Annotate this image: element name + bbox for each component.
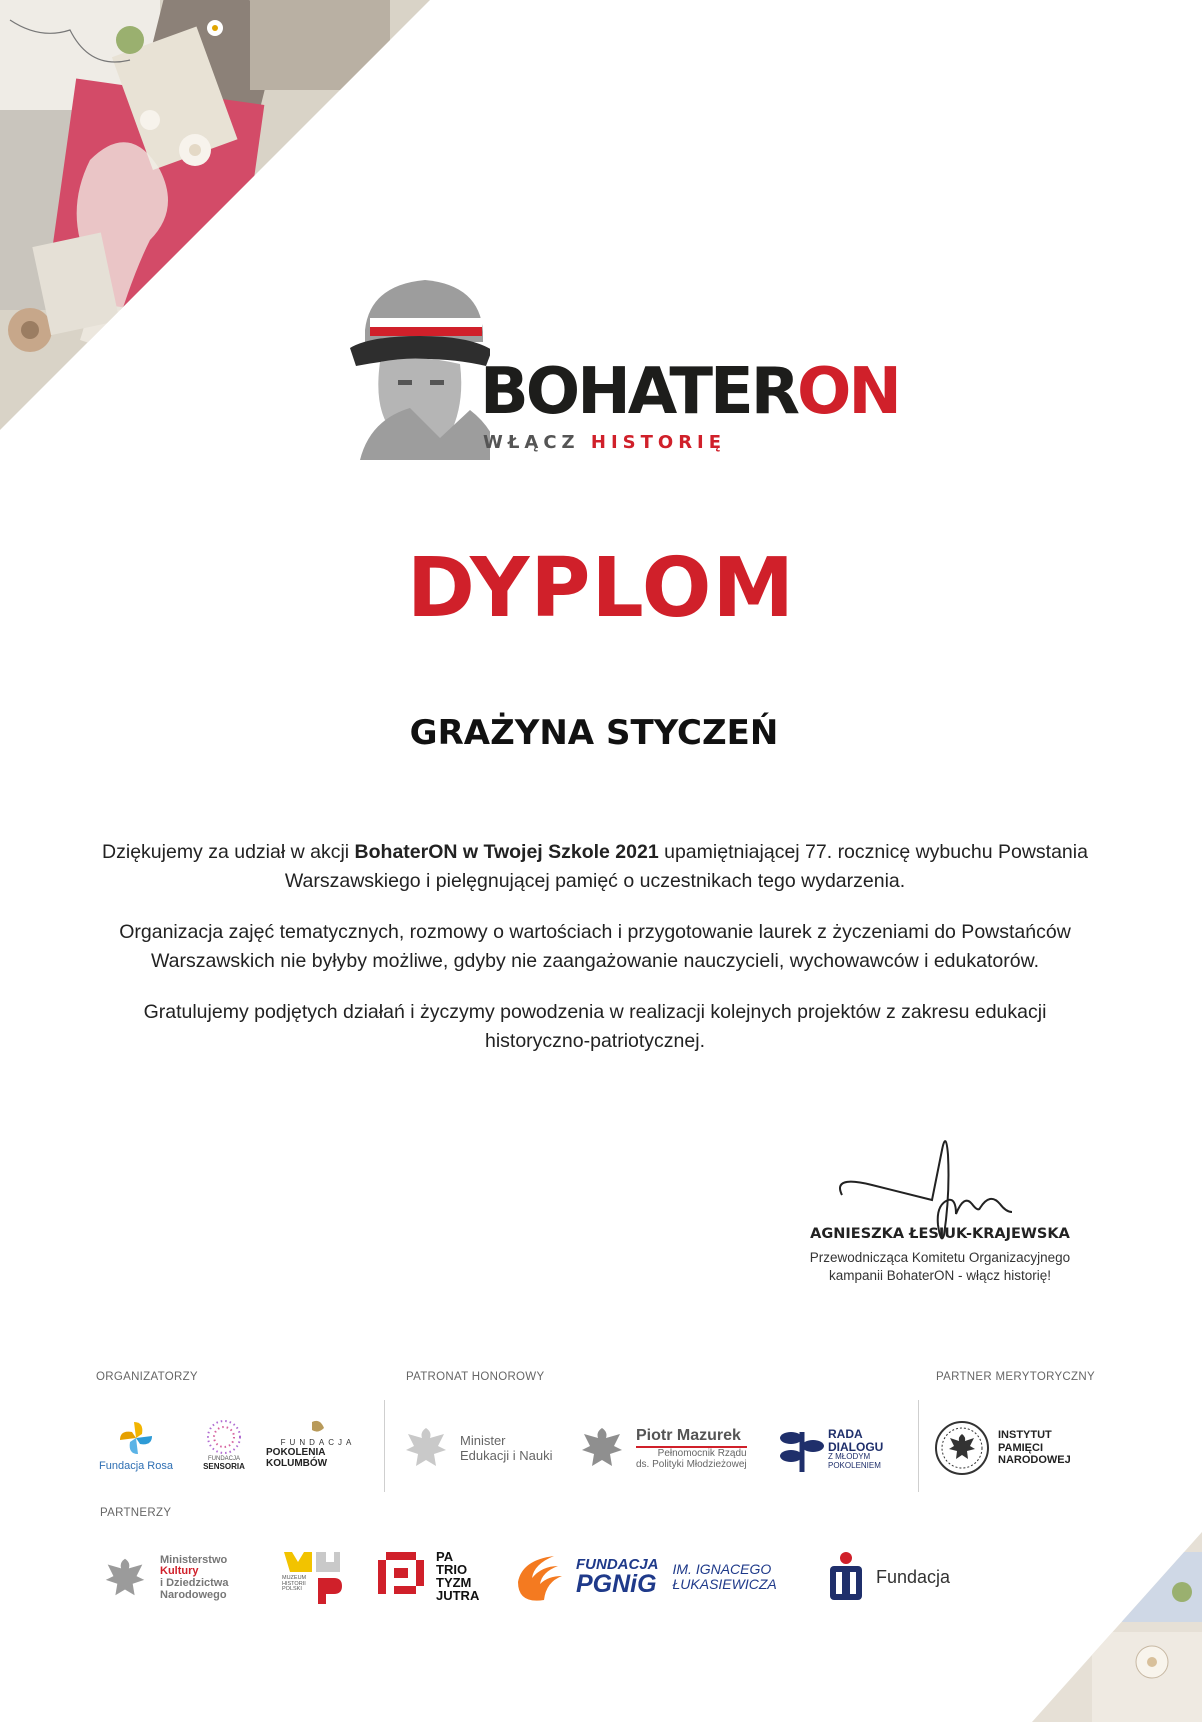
diploma-title: DYPLOM (406, 541, 796, 636)
body-paragraph-1: Dziękujemy za udział w akcji BohaterON w Twojej Szkole 2021 upamiętniającej 77. rocznicę wybuchu Powstania Warszawskiego i pielęgnującej pamięć o uczestnikach tego wydarzenia. (102, 841, 1088, 892)
logo-tagline: WŁĄCZ HISTORIĘ (483, 432, 727, 453)
logo-fundacja-pko: Fundacja (826, 1550, 950, 1604)
diploma-body (100, 838, 1090, 1078)
pko-emblem-icon (826, 1550, 866, 1604)
divider (918, 1400, 919, 1492)
logo-fundacja-pokolenia-kolumbow: FUNDACJA POKOLENIA KOLUMBÓW (266, 1418, 370, 1469)
eagle-icon (100, 1552, 150, 1604)
decorative-collage-bottom-right (1032, 1532, 1202, 1722)
recipient-name: GRAŻYNA STYCZEŃ (409, 713, 779, 753)
dots-circle-icon (205, 1418, 243, 1456)
logo-muzeum-historii-polski: MUZEUM HISTORII POLSKI (282, 1548, 342, 1606)
seal-icon (934, 1420, 990, 1476)
eagle-icon (400, 1422, 452, 1474)
logo-fundacja-sensoria: FUNDACJA SENSORIA (196, 1418, 252, 1471)
section-label-honorary: PATRONAT HONOROWY (406, 1371, 545, 1383)
eagle-icon (576, 1422, 628, 1474)
soldier-helmet-icon (340, 270, 490, 460)
logo-ministerstwo-kultury: Ministerstwo Kultury i Dziedzictwa Narodowego (100, 1552, 228, 1604)
logo-instytut-pamieci-narodowej: INSTYTUT PAMIĘCI NARODOWEJ (934, 1420, 1071, 1476)
logo-piotr-mazurek: Piotr Mazurek Pełnomocnik Rządu ds. Polityki Młodzieżowej (576, 1422, 747, 1474)
signatory-role: Przewodnicząca Komitetu Organizacyjnego kampanii BohaterON - włącz historię! (809, 1250, 1071, 1283)
section-label-organizers: ORGANIZATORZY (96, 1371, 198, 1383)
logo-minister-edukacji: Minister Edukacji i Nauki (400, 1422, 553, 1474)
section-label-content-partner: PARTNER MERYTORYCZNY (936, 1371, 1095, 1383)
sprout-icon (778, 1424, 824, 1474)
divider (384, 1400, 385, 1492)
section-label-partners: PARTNERZY (100, 1507, 172, 1519)
logo-fundacja-pgnig: FUNDACJA PGNiG IM. IGNACEGO ŁUKASIEWICZA (514, 1552, 777, 1602)
body-paragraph-3: Gratulujemy podjętych działań i życzymy powodzenia w realizacji kolejnych projektów z zakresu edukacji historyczno-patriotycznej. (143, 1001, 1047, 1052)
emblem-icon (308, 1418, 328, 1438)
logo-rada-dialogu: RADA DIALOGU Z MŁODYM POKOLENIEM (778, 1424, 883, 1474)
bohateron-logo (340, 270, 899, 460)
logo-patriotyzm-jutra: PA TRIO TYZM JUTRA (376, 1550, 479, 1602)
flame-icon (514, 1552, 570, 1602)
pinwheel-icon (116, 1418, 156, 1458)
logo-fundacja-rosa: Fundacja Rosa (96, 1418, 176, 1472)
body-paragraph-2: Organizacja zajęć tematycznych, rozmowy o wartościach i przygotowanie laurek z życzeniami do Powstańców Warszawskich nie byłyby możliwe, gdyby nie zaangażowanie nauczycieli, wychowawców i edukatorów. (119, 921, 1071, 972)
signatory-name: AGNIESZKA ŁESIUK-KRAJEWSKA (810, 1226, 1070, 1242)
pixel-p-icon (376, 1550, 428, 1602)
logo-wordmark: BOHATERON (480, 355, 899, 429)
